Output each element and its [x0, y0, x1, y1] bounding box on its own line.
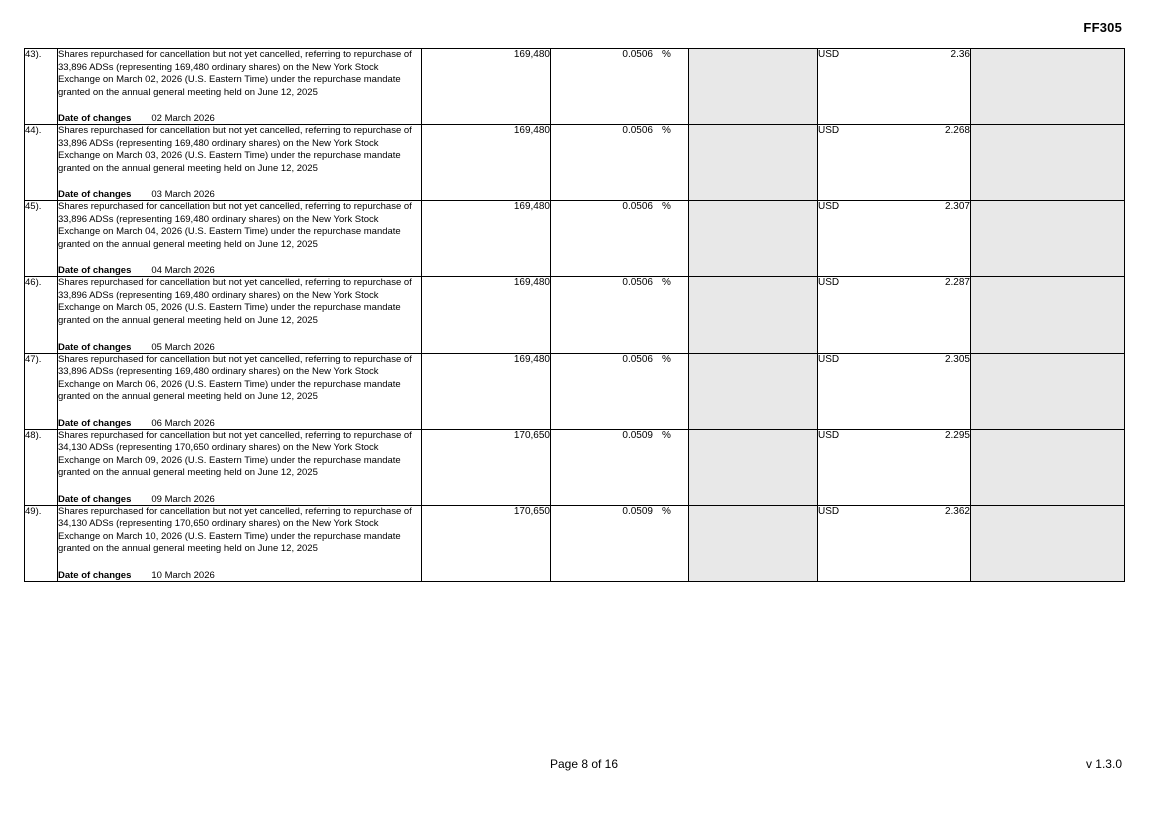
row-currency-cell: [818, 49, 971, 125]
row-currency-cell: [818, 353, 971, 429]
date-of-changes-label: Date of changes: [58, 189, 132, 201]
row-blank-1: [689, 49, 818, 125]
row-blank-1: [689, 353, 818, 429]
row-description: Shares repurchased for cancellation but not yet cancelled, referring to repurchase of 33,896 ADSs (representing 169,480 ordinary shares) on the New York Stock Exchange on March 02, 2026 (U.S. Eastern Time) under the repurchase mandate granted on the annual general meeting held on June 12, 2025: [58, 49, 412, 98]
row-amount: 2.362: [944, 505, 970, 517]
row-description-cell: [58, 429, 422, 505]
date-of-changes-value: 10 March 2026: [151, 569, 215, 581]
row-description: Shares repurchased for cancellation but not yet cancelled, referring to repurchase of 33,896 ADSs (representing 169,480 ordinary shares) on the New York Stock Exchange on March 05, 2026 (U.S. Eastern Time) under the repurchase mandate granted on the annual general meeting held on June 12, 2025: [58, 277, 412, 326]
date-of-changes-label: Date of changes: [58, 493, 132, 505]
row-percent: 0.0506: [622, 49, 653, 60]
row-currency-cell: [818, 201, 971, 277]
row-number: 47).: [25, 353, 58, 429]
row-currency: USD: [818, 277, 840, 289]
row-currency: USD: [818, 125, 840, 137]
table-body: [25, 49, 1125, 582]
row-currency-cell: [818, 277, 971, 353]
row-percent: 0.0506: [622, 201, 653, 213]
date-of-changes-row: [58, 113, 421, 124]
percent-symbol: %: [662, 429, 671, 441]
row-percent-cell: [551, 125, 689, 201]
row-percent-cell: [551, 49, 689, 125]
page-footer: [0, 757, 1168, 777]
table-row: [25, 49, 1125, 125]
row-quantity: 169,480: [422, 201, 551, 277]
row-number: 49).: [25, 505, 58, 581]
row-blank-2: [971, 125, 1125, 201]
row-percent: 0.0506: [622, 277, 653, 289]
row-blank-1: [689, 125, 818, 201]
row-description-cell: [58, 201, 422, 277]
row-amount: 2.305: [944, 353, 970, 365]
date-of-changes-label: Date of changes: [58, 265, 132, 277]
row-percent: 0.0509: [622, 505, 653, 517]
form-code: FF305: [1083, 20, 1122, 35]
percent-symbol: %: [662, 125, 671, 137]
row-percent-cell: [551, 277, 689, 353]
row-amount: 2.36: [950, 49, 970, 60]
row-number: 43).: [25, 49, 58, 125]
row-quantity: 169,480: [422, 353, 551, 429]
date-of-changes-value: 06 March 2026: [151, 417, 215, 429]
row-number: 46).: [25, 277, 58, 353]
row-quantity: 170,650: [422, 429, 551, 505]
row-percent: 0.0506: [622, 353, 653, 365]
row-percent: 0.0509: [622, 429, 653, 441]
row-currency: USD: [818, 49, 840, 60]
date-of-changes-row: [58, 418, 421, 429]
row-percent-cell: [551, 353, 689, 429]
row-blank-2: [971, 429, 1125, 505]
date-of-changes-row: [58, 570, 421, 581]
row-currency: USD: [818, 201, 840, 213]
row-description: Shares repurchased for cancellation but not yet cancelled, referring to repurchase of 34,130 ADSs (representing 170,650 ordinary shares) on the New York Stock Exchange on March 09, 2026 (U.S. Eastern Time) under the repurchase mandate granted on the annual general meeting held on June 12, 2025: [58, 429, 412, 479]
table-row: [25, 201, 1125, 277]
percent-symbol: %: [662, 201, 671, 213]
share-repurchase-table: [24, 48, 1125, 582]
table-row: [25, 429, 1125, 505]
row-currency: USD: [818, 353, 840, 365]
row-currency-cell: [818, 125, 971, 201]
row-currency: USD: [818, 505, 840, 517]
row-amount: 2.268: [944, 125, 970, 137]
row-blank-2: [971, 505, 1125, 581]
row-description-cell: [58, 49, 422, 125]
form-version: v 1.3.0: [1085, 757, 1122, 771]
row-description-cell: [58, 277, 422, 353]
row-quantity: 169,480: [422, 277, 551, 353]
row-percent-cell: [551, 505, 689, 581]
row-blank-2: [971, 353, 1125, 429]
row-blank-2: [971, 277, 1125, 353]
row-description: Shares repurchased for cancellation but not yet cancelled, referring to repurchase of 33,896 ADSs (representing 169,480 ordinary shares) on the New York Stock Exchange on March 06, 2026 (U.S. Eastern Time) under the repurchase mandate granted on the annual general meeting held on June 12, 2025: [58, 353, 412, 403]
date-of-changes-value: 03 March 2026: [151, 189, 215, 201]
row-description-cell: [58, 353, 422, 429]
table-row: [25, 125, 1125, 201]
row-currency-cell: [818, 505, 971, 581]
row-amount: 2.287: [944, 277, 970, 289]
date-of-changes-label: Date of changes: [58, 417, 132, 429]
date-of-changes-label: Date of changes: [58, 569, 132, 581]
row-number: 44).: [25, 125, 58, 201]
row-percent-cell: [551, 429, 689, 505]
date-of-changes-row: [58, 189, 421, 200]
row-description-cell: [58, 125, 422, 201]
row-currency: USD: [818, 429, 840, 441]
row-description: Shares repurchased for cancellation but not yet cancelled, referring to repurchase of 34,130 ADSs (representing 170,650 ordinary shares) on the New York Stock Exchange on March 10, 2026 (U.S. Eastern Time) under the repurchase mandate granted on the annual general meeting held on June 12, 2025: [58, 505, 412, 555]
percent-symbol: %: [662, 277, 671, 289]
row-blank-1: [689, 505, 818, 581]
row-blank-2: [971, 201, 1125, 277]
row-percent: 0.0506: [622, 125, 653, 137]
date-of-changes-label: Date of changes: [58, 113, 132, 125]
date-of-changes-value: 05 March 2026: [151, 341, 215, 353]
table-row: [25, 353, 1125, 429]
date-of-changes-label: Date of changes: [58, 341, 132, 353]
page-number: Page 8 of 16: [549, 757, 619, 771]
table-row: [25, 277, 1125, 353]
percent-symbol: %: [662, 353, 671, 365]
date-of-changes-row: [58, 494, 421, 505]
percent-symbol: %: [662, 49, 671, 60]
row-number: 45).: [25, 201, 58, 277]
row-blank-1: [689, 429, 818, 505]
row-amount: 2.295: [944, 429, 970, 441]
row-blank-1: [689, 277, 818, 353]
percent-symbol: %: [662, 505, 671, 517]
date-of-changes-value: 04 March 2026: [151, 265, 215, 277]
date-of-changes-row: [58, 342, 421, 353]
row-quantity: 169,480: [422, 49, 551, 125]
row-amount: 2.307: [944, 201, 970, 213]
table-row: [25, 505, 1125, 581]
row-blank-2: [971, 49, 1125, 125]
row-description-cell: [58, 505, 422, 581]
row-description: Shares repurchased for cancellation but not yet cancelled, referring to repurchase of 33,896 ADSs (representing 169,480 ordinary shares) on the New York Stock Exchange on March 03, 2026 (U.S. Eastern Time) under the repurchase mandate granted on the annual general meeting held on June 12, 2025: [58, 125, 412, 174]
row-currency-cell: [818, 429, 971, 505]
row-number: 48).: [25, 429, 58, 505]
row-blank-1: [689, 201, 818, 277]
row-quantity: 170,650: [422, 505, 551, 581]
date-of-changes-value: 02 March 2026: [151, 113, 215, 125]
row-quantity: 169,480: [422, 125, 551, 201]
date-of-changes-row: [58, 265, 421, 276]
date-of-changes-value: 09 March 2026: [151, 493, 215, 505]
row-percent-cell: [551, 201, 689, 277]
row-description: Shares repurchased for cancellation but not yet cancelled, referring to repurchase of 33,896 ADSs (representing 169,480 ordinary shares) on the New York Stock Exchange on March 04, 2026 (U.S. Eastern Time) under the repurchase mandate granted on the annual general meeting held on June 12, 2025: [58, 201, 412, 250]
